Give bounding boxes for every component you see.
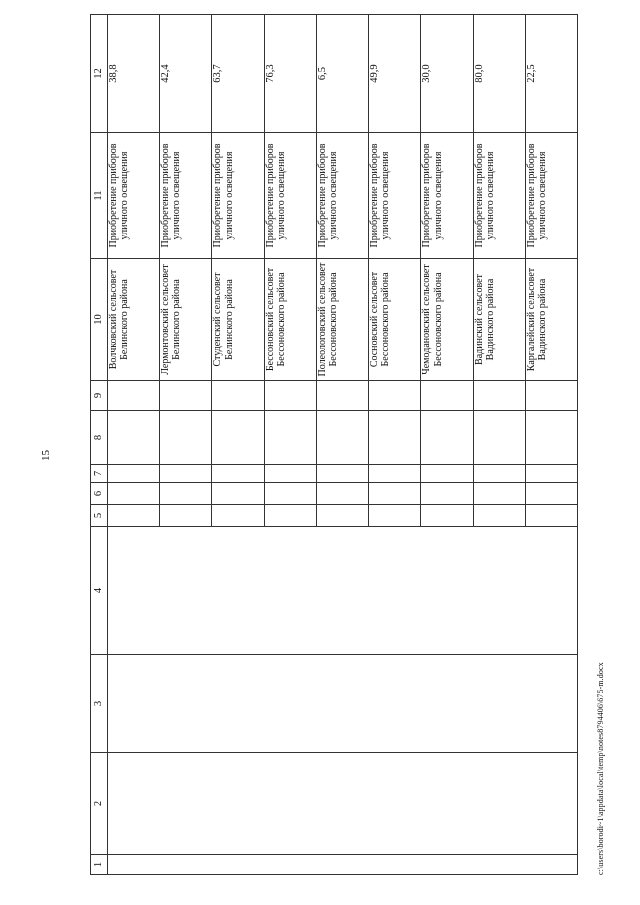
column-header-8: 8	[91, 411, 108, 465]
table-cell	[369, 411, 421, 465]
table-cell	[160, 505, 212, 527]
recipient-cell: Вадинский сельсовет Вадинского района	[473, 259, 525, 381]
table-cell	[369, 483, 421, 505]
recipient-cell: Полеологовский сельсовет Бессоновского района	[316, 259, 368, 381]
amount-cell: 76,3	[264, 15, 316, 133]
amount-cell: 80,0	[473, 15, 525, 133]
table-cell	[212, 411, 264, 465]
page-number: 15	[40, 450, 52, 461]
table-cell	[108, 465, 160, 483]
merged-cell-col-2	[108, 753, 578, 855]
table-cell	[525, 483, 577, 505]
recipient-cell: Волчковский сельсовет Белинского района	[108, 259, 160, 381]
column-header-11: 11	[91, 133, 108, 259]
table-cell	[421, 505, 473, 527]
table-cell	[264, 381, 316, 411]
merged-cell-col-3	[108, 655, 578, 753]
purpose-cell: Приобретение приборов уличного освещения	[421, 133, 473, 259]
purpose-cell: Приобретение приборов уличного освещения	[160, 133, 212, 259]
table-cell	[369, 465, 421, 483]
table-cell	[525, 465, 577, 483]
footer-file-path: c:\users\borodi~1\appdata\local\temp\notes8794406\675-m.docx	[596, 662, 605, 875]
table-row	[108, 15, 160, 875]
amount-cell: 38,8	[108, 15, 160, 133]
table-cell	[525, 505, 577, 527]
table-cell	[473, 411, 525, 465]
table-cell	[421, 483, 473, 505]
table-cell	[108, 505, 160, 527]
purpose-cell: Приобретение приборов уличного освещения	[264, 133, 316, 259]
table-cell	[473, 483, 525, 505]
column-header-6: 6	[91, 483, 108, 505]
table-cell	[108, 381, 160, 411]
table-cell	[212, 465, 264, 483]
table-cell	[316, 505, 368, 527]
table-cell	[316, 465, 368, 483]
column-header-10: 10	[91, 259, 108, 381]
purpose-cell: Приобретение приборов уличного освещения	[212, 133, 264, 259]
purpose-cell: Приобретение приборов уличного освещения	[473, 133, 525, 259]
table-cell	[108, 483, 160, 505]
column-header-9: 9	[91, 381, 108, 411]
table-cell	[525, 411, 577, 465]
table-cell	[421, 381, 473, 411]
table-cell	[316, 483, 368, 505]
purpose-cell: Приобретение приборов уличного освещения	[525, 133, 577, 259]
table-cell	[369, 381, 421, 411]
column-header-7: 7	[91, 465, 108, 483]
amount-cell: 30,0	[421, 15, 473, 133]
merged-cell-col-4	[108, 527, 578, 655]
table-cell	[212, 505, 264, 527]
table-cell	[212, 483, 264, 505]
amount-cell: 63,7	[212, 15, 264, 133]
recipient-cell: Чемодановский сельсовет Бессоновского района	[421, 259, 473, 381]
merged-cell-col-1	[108, 855, 578, 875]
table-cell	[316, 381, 368, 411]
amount-cell: 22,5	[525, 15, 577, 133]
recipient-cell: Бессоновский сельсовет Бессоновского района	[264, 259, 316, 381]
recipient-cell: Студенский сельсовет Белинского района	[212, 259, 264, 381]
column-header-4: 4	[91, 527, 108, 655]
table-cell	[160, 465, 212, 483]
table-cell	[264, 465, 316, 483]
purpose-cell: Приобретение приборов уличного освещения	[369, 133, 421, 259]
table-cell	[160, 411, 212, 465]
purpose-cell: Приобретение приборов уличного освещения	[316, 133, 368, 259]
amount-cell: 6,5	[316, 15, 368, 133]
table-cell	[160, 483, 212, 505]
table-cell	[264, 483, 316, 505]
table-cell	[369, 505, 421, 527]
table-cell	[473, 505, 525, 527]
table-cell	[212, 381, 264, 411]
recipient-cell: Сосновский сельсовет Бессоновского района	[369, 259, 421, 381]
column-header-2: 2	[91, 753, 108, 855]
column-header-3: 3	[91, 655, 108, 753]
column-header-1: 1	[91, 855, 108, 875]
table-cell	[264, 505, 316, 527]
table-cell	[421, 411, 473, 465]
purpose-cell: Приобретение приборов уличного освещения	[108, 133, 160, 259]
column-header-5: 5	[91, 505, 108, 527]
table-cell	[421, 465, 473, 483]
table-cell	[160, 381, 212, 411]
table-cell	[264, 411, 316, 465]
table-cell	[108, 411, 160, 465]
amount-cell: 42,4	[160, 15, 212, 133]
recipient-cell: Каргалейский сельсовет Вадинского района	[525, 259, 577, 381]
header-row	[91, 15, 108, 875]
table-cell	[473, 381, 525, 411]
table-cell	[525, 381, 577, 411]
column-header-12: 12	[91, 15, 108, 133]
recipient-cell: Лермонтовский сельсовет Белинского района	[160, 259, 212, 381]
table-cell	[316, 411, 368, 465]
amount-cell: 49,9	[369, 15, 421, 133]
budget-table	[90, 14, 578, 875]
table-cell	[473, 465, 525, 483]
